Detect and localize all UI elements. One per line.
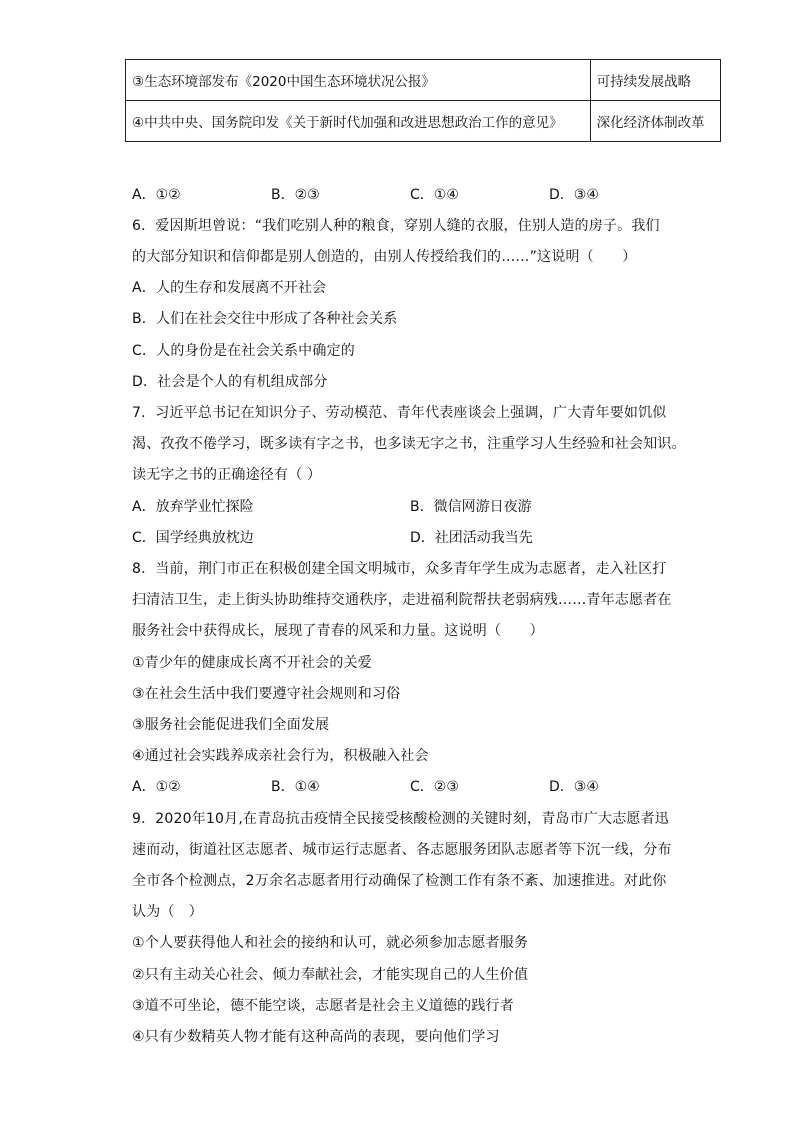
- q6-option-c: C．人的身份是在社会关系中确定的: [132, 343, 355, 359]
- q9-stem-line: 认为（ ）: [132, 904, 203, 920]
- q8-stem-line: 8．当前，荆门市正在积极创建全国文明城市，众多青年学生成为志愿者，走入社区打: [132, 561, 667, 577]
- q7-stem-line: 读无字之书的正确途径有（ ）: [132, 467, 322, 483]
- q5-option-c: C．①④: [410, 187, 459, 203]
- q9-statement: ①个人要获得他人和社会的接纳和认可，就必须参加志愿者服务: [132, 935, 529, 951]
- q9-statement: ③道不可坐论，德不能空谈，志愿者是社会主义道德的践行者: [132, 998, 514, 1014]
- q6-stem-line: 的大部分知识和信仰都是别人创造的，由别人传授给我们的……”这说明（ ）: [132, 249, 637, 265]
- q9-statement: ④只有少数精英人物才能有这种高尚的表现，要向他们学习: [132, 1029, 500, 1045]
- q8-option-b: B．①④: [271, 779, 320, 795]
- q6-option-d: D．社会是个人的有机组成部分: [132, 374, 328, 390]
- q7-option-c: C．国学经典放枕边: [132, 530, 254, 546]
- table-cell-category: 深化经济体制改革: [590, 101, 720, 142]
- q9-statement: ②只有主动关心社会、倾力奉献社会，才能实现自己的人生价值: [132, 967, 529, 983]
- q7-stem-line: 7．习近平总书记在知识分子、劳动模范、青年代表座谈会上强调，广大青年要如饥似: [132, 405, 667, 421]
- q8-stem-line: 扫清洁卫生，走上街头协助维持交通秩序，走进福利院帮扶老弱病残……青年志愿者在: [132, 592, 672, 608]
- q7-option-a: A．放弃学业忙探险: [132, 499, 254, 515]
- events-table: [125, 59, 721, 142]
- q9-stem-line: 全市各个检测点，2万余名志愿者用行动确保了检测工作有条不紊、加速推进。对此你: [132, 873, 667, 889]
- table-cell-category: 可持续发展战略: [590, 60, 720, 101]
- q8-option-d: D．③④: [549, 779, 599, 795]
- q6-stem-line: 6．爱因斯坦曾说：“我们吃别人种的粮食，穿别人缝的衣服，住别人造的房子。我们: [132, 218, 660, 234]
- q8-statement: ①青少年的健康成长离不开社会的关爱: [132, 655, 372, 671]
- q8-option-a: A．①②: [132, 779, 181, 795]
- table-row: [126, 101, 721, 142]
- q8-stem-line: 服务社会中获得成长，展现了青春的风采和力量。这说明（ ）: [132, 623, 544, 639]
- q7-option-d: D．社团活动我当先: [410, 530, 533, 546]
- table-cell-event: ③生态环境部发布《2020中国生态环境状况公报》: [126, 60, 591, 101]
- q6-option-a: A．人的生存和发展离不开社会: [132, 280, 327, 296]
- q8-option-c: C．②③: [410, 779, 459, 795]
- q9-stem-line: 速而动，街道社区志愿者、城市运行志愿者、各志愿服务团队志愿者等下沉一线，分布: [132, 842, 672, 858]
- q8-statement: ③服务社会能促进我们全面发展: [132, 717, 330, 733]
- q7-stem-line: 渴、孜孜不倦学习，既多读有字之书，也多读无字之书，注重学习人生经验和社会知识。: [132, 436, 686, 452]
- q5-option-d: D．③④: [549, 187, 599, 203]
- q8-statement: ③在社会生活中我们要遵守社会规则和习俗: [132, 686, 401, 702]
- q6-option-b: B．人们在社会交往中形成了各种社会关系: [132, 311, 398, 327]
- q9-stem-line: 9．2020年10月,在青岛抗击疫情全民接受核酸检测的关键时刻，青岛市广大志愿者迅: [132, 811, 669, 827]
- q7-option-b: B．微信网游日夜游: [410, 499, 532, 515]
- q8-statement: ④通过社会实践养成亲社会行为，积极融入社会: [132, 748, 429, 764]
- table-cell-event: ④中共中央、国务院印发《关于新时代加强和改进思想政治工作的意见》: [126, 101, 591, 142]
- q5-option-a: A．①②: [132, 187, 181, 203]
- q5-option-b: B．②③: [271, 187, 320, 203]
- table-row: [126, 60, 721, 101]
